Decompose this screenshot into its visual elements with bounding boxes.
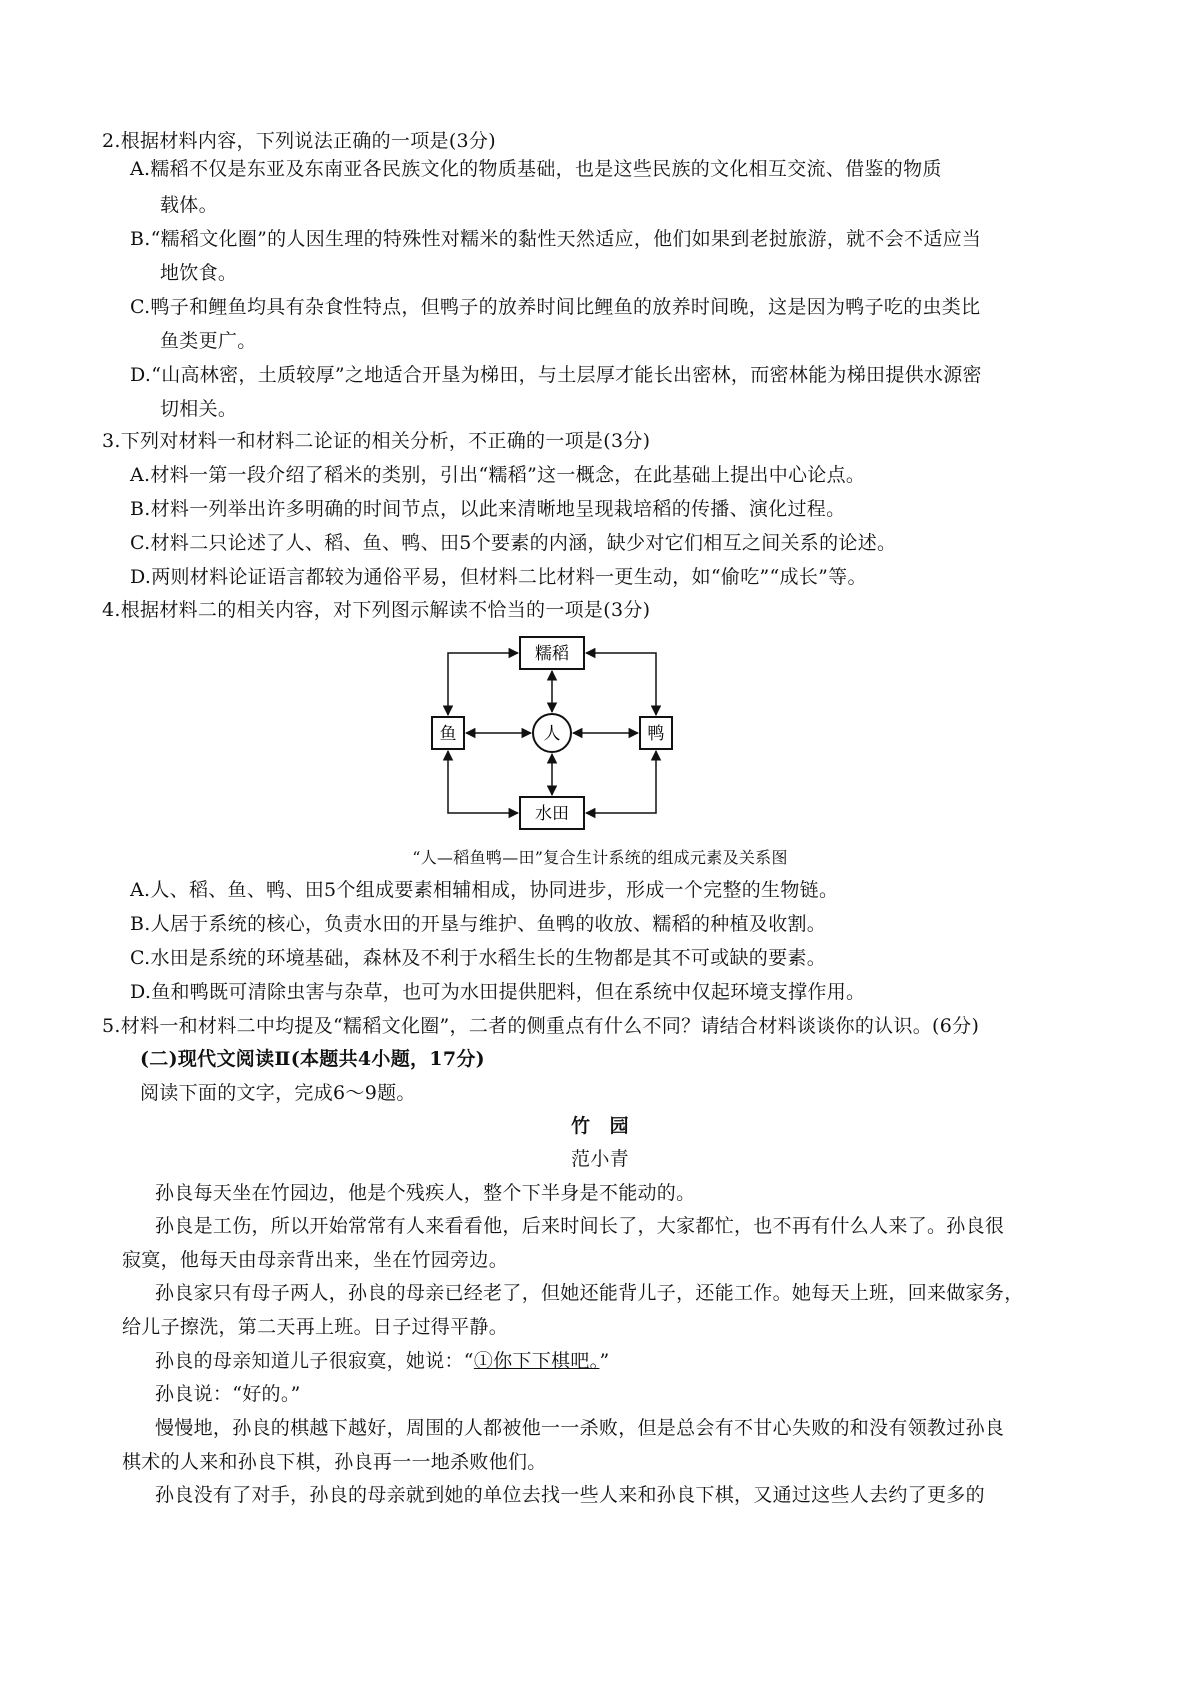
diagram-label-top: 糯稻: [535, 644, 569, 664]
relationship-diagram: [420, 625, 740, 840]
question-3-option-b: B.材料一列举出许多明确的时间节点，以此来清晰地呈现栽培稻的传播、演化过程。: [130, 498, 846, 520]
question-2-option-b-cont: 地饮食。: [160, 262, 238, 284]
question-2-option-a-cont: 载体。: [160, 194, 218, 216]
story-paragraph-4: [155, 1348, 609, 1374]
question-4-option-a: A.人、稻、鱼、鸭、田5个组成要素相辅相成，协同进步，形成一个完整的生物链。: [130, 879, 839, 901]
diagram-label-right: 鸭: [647, 724, 665, 744]
story-paragraph-3: 孙良家只有母子两人，孙良的母亲已经老了，但她还能背儿子，还能工作。她每天上班，回来做家务，: [155, 1282, 1024, 1304]
story-underlined-sentence-1: ①你下下棋吧。: [473, 1350, 600, 1372]
story-paragraph-2: 孙良是工伤，所以开始常常有人来看看他，后来时间长了，大家都忙，也不再有什么人来了。孙良很: [155, 1215, 1005, 1237]
arrow-top-left: [448, 653, 518, 715]
question-3-stem: 3.下列对材料一和材料二论证的相关分析，不正确的一项是(3分): [102, 430, 651, 452]
arrow-bottom-right: [586, 751, 656, 813]
question-2-option-c-cont: 鱼类更广。: [160, 330, 257, 352]
story-paragraph-2-cont: 寂寞，他每天由母亲背出来，坐在竹园旁边。: [122, 1249, 509, 1271]
story-paragraph-4-pre: 孙良的母亲知道儿子很寂寞，她说：“: [155, 1350, 474, 1372]
story-paragraph-5: 孙良说：“好的。”: [155, 1383, 301, 1405]
question-2-stem: 2.根据材料内容，下列说法正确的一项是(3分): [102, 130, 496, 152]
question-3-option-d: D.两则材料论证语言都较为通俗平易，但材料二比材料一更生动，如“偷吃”“成长”等。: [130, 566, 867, 588]
story-paragraph-6-cont: 棋术的人来和孙良下棋，孙良再一一地杀败他们。: [122, 1451, 547, 1473]
question-2-option-a: A.糯稻不仅是东亚及东南亚各民族文化的物质基础，也是这些民族的文化相互交流、借鉴的物质: [130, 158, 942, 180]
story-paragraph-6: 慢慢地，孙良的棋越下越好，周围的人都被他一一杀败，但是总会有不甘心失败的和没有领教过孙良: [155, 1417, 1005, 1439]
story-paragraph-7: 孙良没有了对手，孙良的母亲就到她的单位去找一些人来和孙良下棋，又通过这些人去约了更多的: [155, 1484, 985, 1506]
question-4-option-b: B.人居于系统的核心，负责水田的开垦与维护、鱼鸭的收放、糯稻的种植及收割。: [130, 913, 827, 935]
story-title: 竹 园: [571, 1115, 629, 1137]
section-heading: (二)现代文阅读Ⅱ(本题共4小题，17分): [140, 1048, 485, 1070]
arrow-top-right: [586, 653, 656, 715]
story-paragraph-1: 孙良每天坐在竹园边，他是个残疾人，整个下半身是不能动的。: [155, 1182, 696, 1204]
question-2-option-d-cont: 切相关。: [160, 398, 238, 420]
question-3-option-a: A.材料一第一段介绍了稻米的类别，引出“糯稻”这一概念，在此基础上提出中心论点。: [130, 464, 866, 486]
question-4-option-d: D.鱼和鸭既可清除虫害与杂草，也可为水田提供肥料，但在系统中仅起环境支撑作用。: [130, 981, 866, 1003]
question-2-option-d: D.“山高林密，土质较厚”之地适合开垦为梯田，与土层厚才能长出密林，而密林能为梯田提供水源密: [130, 364, 982, 386]
question-4-stem: 4.根据材料二的相关内容，对下列图示解读不恰当的一项是(3分): [102, 599, 651, 621]
story-paragraph-4-post: ”: [599, 1350, 610, 1372]
diagram-label-bottom: 水田: [535, 804, 569, 824]
diagram-caption: “人—稻鱼鸭—田”复合生计系统的组成元素及关系图: [412, 848, 788, 867]
diagram-label-center: 人: [543, 724, 561, 744]
question-5-stem: 5.材料一和材料二中均提及“糯稻文化圈”，二者的侧重点有什么不同？请结合材料谈谈你的认识。(6分): [102, 1015, 980, 1037]
story-paragraph-3-cont: 给儿子擦洗，第二天再上班。日子过得平静。: [122, 1316, 509, 1338]
question-4-option-c: C.水田是系统的环境基础，森林及不利于水稻生长的生物都是其不可或缺的要素。: [130, 947, 827, 969]
question-2-option-b: B.“糯稻文化圈”的人因生理的特殊性对糯米的黏性天然适应，他们如果到老挝旅游，就不会不适应当: [130, 228, 982, 250]
arrow-bottom-left: [448, 751, 518, 813]
question-3-option-c: C.材料二只论述了人、稻、鱼、鸭、田5个要素的内涵，缺少对它们相互之间关系的论述。: [130, 532, 897, 554]
diagram-label-left: 鱼: [439, 724, 457, 744]
question-2-option-c: C.鸭子和鲤鱼均具有杂食性特点，但鸭子的放养时间比鲤鱼的放养时间晚，这是因为鸭子吃的虫类比: [130, 296, 981, 318]
section-instruction: 阅读下面的文字，完成6～9题。: [140, 1082, 416, 1104]
story-author: 范小青: [571, 1148, 629, 1170]
